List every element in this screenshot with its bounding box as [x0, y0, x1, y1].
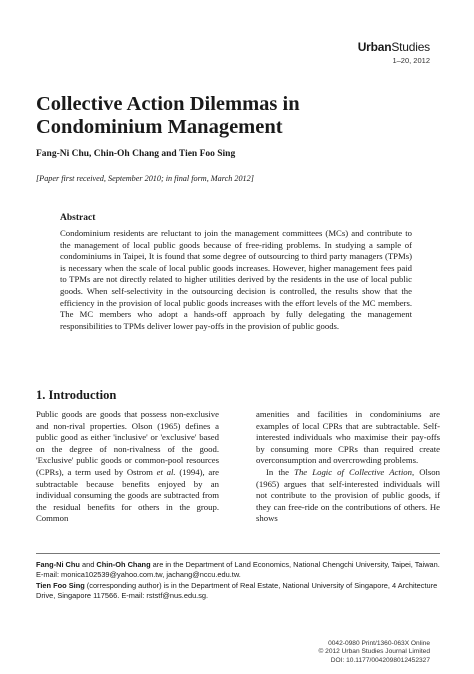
intro-text-part-2: (1994), are subtractable because benefits enjoyed by an individual consuming the goods are subtracted from the residual benefits for others in the group. Common: [36, 466, 219, 524]
article-title-line-2: Condominium Management: [36, 116, 283, 138]
footnote-divider: [36, 553, 440, 554]
journal-brand-bold: Urban: [357, 40, 392, 54]
affiliation-name-2: Chin-Oh Chang: [96, 560, 151, 569]
body-column-right: [256, 409, 440, 525]
body-column-left: [36, 409, 219, 525]
affiliation-name-1: Fang-Ni Chu: [36, 560, 80, 569]
intro-paragraph-1: [36, 409, 219, 525]
intro-paragraph-1-cont: amenities and facilities in condominiums are examples of local CPRs that are subtractable. Self-interested individuals who maximise their pay-offs by consuming more CPRs than required create overconsumption and overcrowding problems.: [256, 409, 440, 466]
page-range: 1–20, 2012: [392, 56, 430, 65]
doi: DOI: 10.1177/0042098012452327: [330, 656, 430, 664]
affiliation-text-2: (corresponding author) is in the Department of Real Estate, National University of Singapore, 4 Architecture Drive, Singapore 117566. E-mail: rststf@nus.edu.sg.: [36, 580, 438, 601]
received-dates: [Paper first received, September 2010; in final form, March 2012]: [36, 174, 254, 183]
author-affiliations: [36, 560, 440, 602]
abstract-heading: Abstract: [60, 213, 96, 223]
issn: 0042-0980 Print/1360-063X Online: [328, 640, 430, 647]
introduction-heading: 1. Introduction: [36, 388, 117, 402]
intro-etal: et al.: [156, 466, 176, 477]
book-title: The Logic of Collective Action: [294, 466, 412, 477]
affiliation-1: [36, 560, 440, 581]
affiliation-and: and: [79, 560, 97, 569]
affiliation-name-3: Tien Foo Sing: [36, 580, 85, 590]
affiliation-text-1: are in the Department of Land Economics, National Chengchi University, Taipei, Taiwan. E-mail: monica102539@yahoo.com.tw, jachang@nccu.edu.tw.: [36, 560, 440, 580]
intro-p2-part-2: , Olson (1965) argues that self-interested individuals will not contribute to the provision of public goods, if they can free-ride on the contributions of others. He shows: [256, 466, 440, 524]
article-title-line-1: Collective Action Dilemmas in: [36, 93, 300, 115]
article-title: [36, 93, 396, 139]
publication-footer: [318, 640, 430, 665]
author-list: Fang-Ni Chu, Chin-Oh Chang and Tien Foo Sing: [36, 149, 236, 159]
journal-brand: [358, 40, 430, 54]
journal-brand-regular: Studies: [391, 40, 430, 54]
abstract-body: Condominium residents are reluctant to join the management committees (MCs) and contribute to the management of local public goods because of free-riding problems. In studying a sample of condominiums in Taipei, It is found that some degree of outsourcing to third party managers (TPMs) is necessary when the scale of local public goods increases. However, higher management fees paid to TPMs are not directly related to higher utilities derived by the residents in the use of local public goods. When self-selectivity in the outsourcing decision is controlled, the results show that the efficiency in the provision of local public goods increases with the effort levels of the MC members. The MC members who adopt a hands-off approach by fully delegating the management responsibilities to TPMs deliver lower pay-offs in the provision of public goods.: [60, 228, 412, 331]
intro-text-part-1: Public goods are goods that possess non-exclusive and non-rival properties. Olson (1965) defines a public good as either 'inclusive' or 'exclusive' based on the degree of non-rivalness of the good. 'Exclusive' public goods or common-pool resources (CPRs), a term used by Ostrom: [36, 409, 219, 477]
intro-paragraph-2: [256, 467, 440, 525]
affiliation-2: [36, 581, 440, 602]
intro-p2-part-1: In the: [266, 466, 295, 477]
copyright: © 2012 Urban Studies Journal Limited: [318, 648, 430, 656]
